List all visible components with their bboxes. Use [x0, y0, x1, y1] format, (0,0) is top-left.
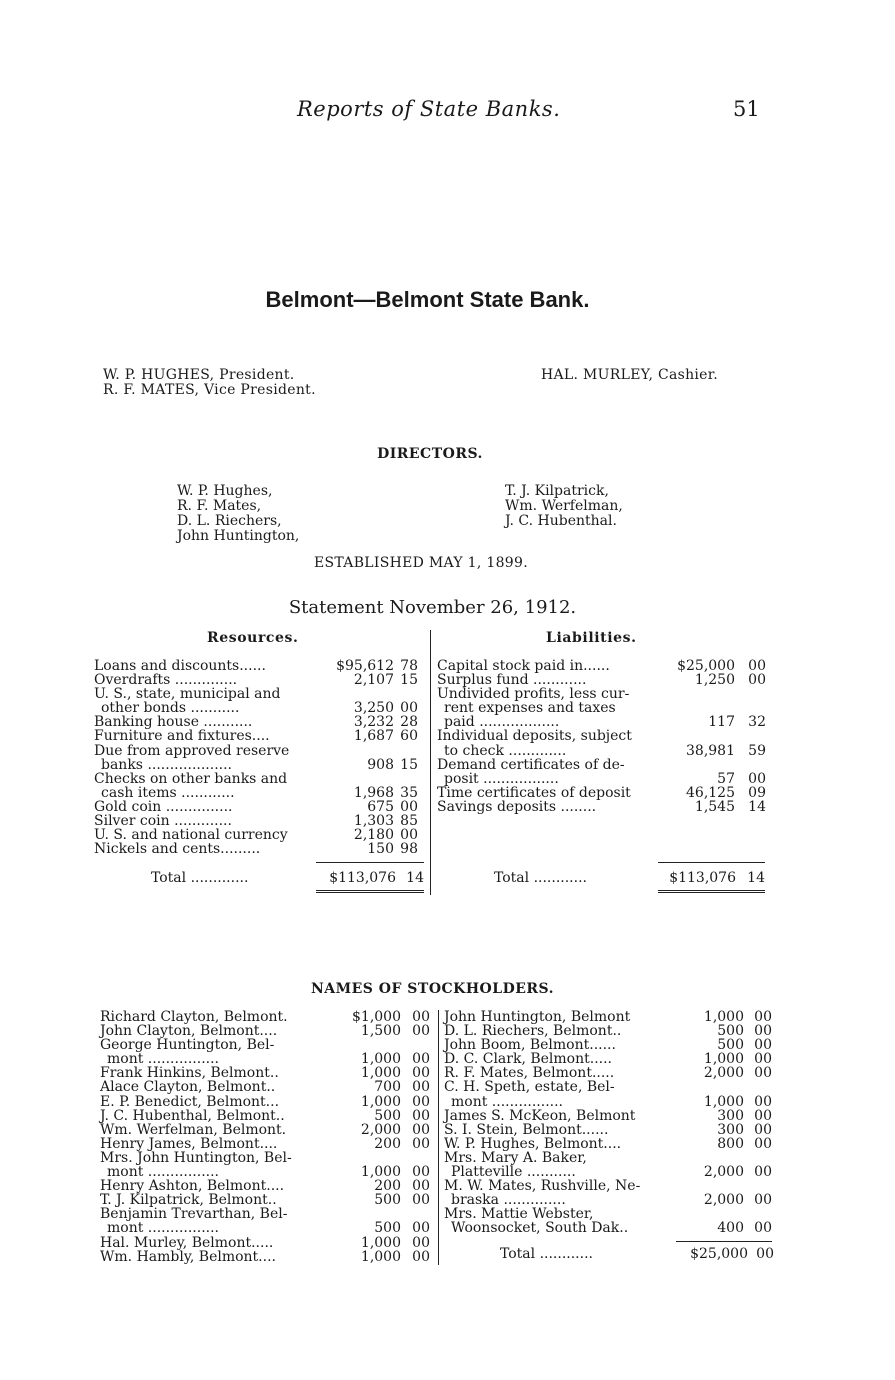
liabilities-row-label: Time certificates of deposit — [437, 784, 631, 801]
resources-row-cents: 00 — [400, 700, 418, 717]
stockholder-row-label: D. C. Clark, Belmont..... — [444, 1051, 612, 1068]
liabilities-row-label: Surplus fund ............ — [437, 672, 587, 689]
resources-row-label: Checks on other banks and — [94, 770, 288, 787]
stockholder-row-label: braska .............. — [444, 1192, 566, 1209]
stockholder-row-amount: 2,000 — [703, 1065, 744, 1082]
liabilities-row-cents: 59 — [748, 742, 766, 759]
resources-total-double-rule — [316, 890, 424, 893]
liabilities-row — [437, 729, 767, 743]
resources-row-amount: 3,232 — [353, 714, 394, 731]
stockholder-row — [444, 1179, 774, 1193]
stockholder-row-label: Henry James, Belmont.... — [100, 1135, 278, 1152]
stockholder-row — [100, 1193, 430, 1207]
liabilities-row-amount: 38,981 — [686, 742, 735, 759]
stockholder-row-cents: 00 — [754, 1121, 772, 1138]
stockholders-heading: NAMES OF STOCKHOLDERS. — [310, 981, 555, 997]
resources-heading: Resources. — [207, 630, 299, 646]
stockholder-row — [444, 1109, 774, 1123]
stockholder-row-amount: 300 — [717, 1107, 744, 1124]
liabilities-row-label: rent expenses and taxes — [437, 700, 616, 717]
stockholder-row — [444, 1095, 774, 1109]
stockholder-row-amount: 500 — [374, 1220, 401, 1237]
resources-row — [94, 842, 424, 856]
stockholder-row-amount: 1,000 — [360, 1051, 401, 1068]
bank-title: Belmont—Belmont State Bank. — [265, 287, 590, 312]
resources-row-cents: 98 — [400, 841, 418, 858]
stockholder-row-cents: 00 — [412, 1164, 430, 1181]
stockholder-row-amount: 1,000 — [703, 1051, 744, 1068]
stockholder-row-amount: 1,000 — [703, 1009, 744, 1025]
stockholder-row-cents: 00 — [412, 1220, 430, 1237]
resources-row-label: Gold coin ............... — [94, 798, 233, 815]
liabilities-row-cents: 00 — [748, 672, 766, 689]
stockholder-row — [100, 1207, 430, 1221]
stockholder-row — [444, 1080, 774, 1094]
resources-row-cents: 15 — [400, 756, 418, 773]
resources-row — [94, 786, 424, 800]
stockholder-row-amount: 700 — [374, 1079, 401, 1096]
stockholder-row-amount: 200 — [374, 1178, 401, 1195]
liabilities-row-cents: 00 — [748, 658, 766, 674]
director-name: John Huntington, — [177, 528, 300, 544]
stockholder-row-label: Frank Hinkins, Belmont.. — [100, 1065, 279, 1082]
stockholder-row — [444, 1137, 774, 1151]
resources-row — [94, 687, 424, 701]
stockholder-row — [444, 1165, 774, 1179]
resources-row — [94, 758, 424, 772]
liabilities-heading: Liabilities. — [546, 630, 637, 646]
resources-row — [94, 744, 424, 758]
stockholder-row-label: John Clayton, Belmont.... — [100, 1023, 278, 1040]
liabilities-row-cents: 32 — [748, 714, 766, 731]
stockholder-row-label: Woonsocket, South Dak.. — [444, 1220, 629, 1237]
directors-right-column — [505, 484, 623, 529]
resources-row-cents: 60 — [400, 728, 418, 745]
stockholder-row-cents: 00 — [412, 1135, 430, 1152]
stockholders-total-cents: 00 — [756, 1246, 774, 1262]
resources-table — [94, 659, 424, 856]
liabilities-total-label: Total ............ — [494, 870, 587, 886]
stockholder-row-cents: 00 — [754, 1023, 772, 1040]
stockholders-total-rule — [676, 1241, 772, 1242]
liabilities-total-amount: $113,076 — [669, 870, 736, 886]
stockholder-row — [100, 1151, 430, 1165]
stockholder-row — [100, 1236, 430, 1250]
stockholder-row-amount: 400 — [717, 1220, 744, 1237]
stockholder-row-label: mont ................ — [100, 1220, 219, 1237]
resources-row-label: Banking house ........... — [94, 714, 253, 731]
stockholder-row-cents: 00 — [754, 1093, 772, 1110]
stockholder-row-label: E. P. Benedict, Belmont... — [100, 1093, 280, 1110]
resources-row-label: banks ................... — [94, 756, 232, 773]
stockholder-row — [444, 1123, 774, 1137]
director-name: T. J. Kilpatrick, — [505, 483, 609, 499]
stockholder-row-label: Henry Ashton, Belmont.... — [100, 1178, 285, 1195]
stockholder-row — [100, 1095, 430, 1109]
stockholder-row — [100, 1137, 430, 1151]
liabilities-total-cents: 14 — [747, 870, 765, 886]
stockholder-row-amount: 500 — [374, 1192, 401, 1209]
stockholder-row-label: mont ................ — [444, 1093, 563, 1110]
stockholder-row-amount: 1,000 — [360, 1164, 401, 1181]
liabilities-total-rule — [658, 862, 765, 863]
resources-total-cents: 14 — [406, 870, 424, 886]
liabilities-row — [437, 772, 767, 786]
resources-row-label: Furniture and fixtures.... — [94, 728, 270, 745]
stockholder-row-cents: 00 — [754, 1065, 772, 1082]
resources-row-label: other bonds ........... — [94, 700, 240, 717]
stockholder-row-label: Wm. Werfelman, Belmont. — [100, 1121, 287, 1138]
resources-row-amount: 150 — [367, 841, 394, 858]
liabilities-row — [437, 673, 767, 687]
director-name: W. P. Hughes, — [177, 483, 273, 499]
resources-row-label: U. S., state, municipal and — [94, 686, 281, 703]
resources-row-cents: 78 — [400, 658, 418, 674]
resources-row — [94, 814, 424, 828]
stockholder-row — [100, 1052, 430, 1066]
stockholder-row-label: S. I. Stein, Belmont...... — [444, 1121, 609, 1138]
resources-row-label: Silver coin ............. — [94, 813, 232, 830]
stockholder-row-cents: 00 — [412, 1121, 430, 1138]
liabilities-row-label: paid .................. — [437, 714, 560, 731]
stockholder-row-label: M. W. Mates, Rushville, Ne- — [444, 1178, 641, 1195]
stockholder-row — [444, 1151, 774, 1165]
stockholder-row-label: James S. McKeon, Belmont — [444, 1107, 636, 1124]
resources-row-cents: 15 — [400, 672, 418, 689]
liabilities-total-double-rule — [658, 890, 765, 893]
stockholder-row-cents: 00 — [754, 1037, 772, 1054]
director-name: R. F. Mates, — [177, 498, 262, 514]
stockholders-total-amount: $25,000 — [690, 1246, 748, 1262]
stockholder-row-cents: 00 — [754, 1135, 772, 1152]
resources-row-cents: 35 — [400, 784, 418, 801]
liabilities-row — [437, 758, 767, 772]
stockholder-row — [444, 1052, 774, 1066]
stockholder-row — [444, 1010, 774, 1024]
liabilities-row — [437, 800, 767, 814]
stockholder-row-amount: 1,000 — [360, 1093, 401, 1110]
resources-row-amount: 1,303 — [353, 813, 394, 830]
stockholder-row-label: T. J. Kilpatrick, Belmont.. — [100, 1192, 277, 1209]
resources-row-label: Due from approved reserve — [94, 742, 290, 759]
stockholder-row-label: Mrs. Mary A. Baker, — [444, 1149, 587, 1166]
stockholders-column-divider — [438, 1010, 439, 1265]
resources-row-label: U. S. and national currency — [94, 827, 288, 844]
liabilities-row-label: Demand certificates of de- — [437, 756, 625, 773]
directors-heading: DIRECTORS. — [377, 446, 483, 462]
liabilities-row-cents: 00 — [748, 770, 766, 787]
resources-total-label: Total ............. — [151, 870, 249, 886]
resources-row-amount: $95,612 — [336, 658, 394, 674]
stockholder-row-cents: 00 — [412, 1107, 430, 1124]
stockholder-row — [100, 1066, 430, 1080]
stockholder-row-amount: 200 — [374, 1135, 401, 1152]
stockholders-right-table — [444, 1010, 774, 1236]
stockholder-row-amount: 2,000 — [703, 1192, 744, 1209]
resources-row — [94, 800, 424, 814]
stockholder-row — [100, 1221, 430, 1235]
stockholder-row — [444, 1038, 774, 1052]
resources-row-amount: 1,968 — [353, 784, 394, 801]
liabilities-row-label: Individual deposits, subject — [437, 728, 632, 745]
stockholder-row — [100, 1024, 430, 1038]
stockholder-row-cents: 00 — [412, 1192, 430, 1209]
stockholder-row-cents: 00 — [412, 1051, 430, 1068]
liabilities-row — [437, 744, 767, 758]
liabilities-row-cents: 14 — [748, 798, 766, 815]
stockholder-row-cents: 00 — [412, 1023, 430, 1040]
stockholders-total-label: Total ............ — [500, 1246, 593, 1262]
stockholder-row-amount: 500 — [717, 1037, 744, 1054]
stockholder-row-cents: 00 — [412, 1009, 430, 1025]
stockholder-row — [100, 1179, 430, 1193]
running-header-title: Reports of State Banks. — [297, 97, 561, 121]
resources-row-cents: 00 — [400, 827, 418, 844]
resources-row — [94, 701, 424, 715]
stockholder-row — [444, 1221, 774, 1235]
resources-row — [94, 828, 424, 842]
stockholder-row-amount: 1,000 — [360, 1248, 401, 1265]
stockholder-row-amount: 500 — [374, 1107, 401, 1124]
stockholder-row-cents: 00 — [412, 1065, 430, 1082]
stockholder-row-amount: 1,000 — [703, 1093, 744, 1110]
resources-row — [94, 659, 424, 673]
director-name: J. C. Hubenthal. — [505, 513, 617, 529]
resources-row — [94, 673, 424, 687]
liabilities-row-label: Undivided profits, less cur- — [437, 686, 630, 703]
liabilities-table — [437, 659, 767, 814]
stockholder-row-label: C. H. Speth, estate, Bel- — [444, 1079, 615, 1096]
established-date: ESTABLISHED MAY 1, 1899. — [314, 555, 528, 571]
liabilities-row — [437, 687, 767, 701]
stockholder-row-label: R. F. Mates, Belmont..... — [444, 1065, 615, 1082]
stockholder-row-cents: 00 — [754, 1009, 772, 1025]
stockholder-row-label: mont ................ — [100, 1051, 219, 1068]
stockholder-row-cents: 00 — [412, 1248, 430, 1265]
stockholder-row-amount: 300 — [717, 1121, 744, 1138]
liabilities-row — [437, 786, 767, 800]
stockholder-row-cents: 00 — [754, 1051, 772, 1068]
stockholder-row-amount: 1,500 — [360, 1023, 401, 1040]
stockholder-row-cents: 00 — [412, 1093, 430, 1110]
stockholder-row — [444, 1207, 774, 1221]
resources-row — [94, 715, 424, 729]
stockholder-row-cents: 00 — [754, 1164, 772, 1181]
liabilities-row-amount: 46,125 — [686, 784, 735, 801]
resources-row-label: Overdrafts .............. — [94, 672, 238, 689]
liabilities-row-amount: $25,000 — [677, 658, 735, 674]
stockholder-row — [100, 1010, 430, 1024]
stockholder-row — [100, 1250, 430, 1264]
liabilities-row-amount: 57 — [717, 770, 735, 787]
resources-row-amount: 908 — [367, 756, 394, 773]
resources-row-amount: 3,250 — [353, 700, 394, 717]
liabilities-row-label: to check ............. — [437, 742, 567, 759]
stockholder-row-label: John Boom, Belmont...... — [444, 1037, 616, 1054]
stockholder-row-amount: 800 — [717, 1135, 744, 1152]
stockholder-row-amount: 2,000 — [360, 1121, 401, 1138]
stockholder-row-label: Hal. Murley, Belmont..... — [100, 1234, 274, 1251]
stockholders-left-table — [100, 1010, 430, 1264]
stockholder-row-label: George Huntington, Bel- — [100, 1037, 275, 1054]
resources-total-amount: $113,076 — [329, 870, 396, 886]
stockholder-row — [100, 1080, 430, 1094]
stockholder-row-label: D. L. Riechers, Belmont.. — [444, 1023, 622, 1040]
column-divider — [430, 630, 431, 895]
liabilities-row-amount: 1,545 — [694, 798, 735, 815]
directors-left-column — [177, 484, 299, 544]
resources-row-cents: 85 — [400, 813, 418, 830]
stockholder-row-label: Mrs. John Huntington, Bel- — [100, 1149, 292, 1166]
stockholder-row-label: Benjamin Trevarthan, Bel- — [100, 1206, 288, 1223]
officer-vice-president: R. F. MATES, Vice President. — [103, 382, 316, 398]
stockholder-row-amount: 1,000 — [360, 1234, 401, 1251]
stockholder-row-amount: $1,000 — [352, 1009, 401, 1025]
resources-row — [94, 729, 424, 743]
resources-row-cents: 28 — [400, 714, 418, 731]
stockholder-row — [444, 1193, 774, 1207]
liabilities-row-cents: 09 — [748, 784, 766, 801]
stockholder-row — [444, 1066, 774, 1080]
stockholder-row — [100, 1038, 430, 1052]
stockholder-row-amount: 1,000 — [360, 1065, 401, 1082]
resources-row-amount: 2,180 — [353, 827, 394, 844]
liabilities-row-amount: 117 — [708, 714, 735, 731]
stockholder-row-label: Mrs. Mattie Webster, — [444, 1206, 594, 1223]
resources-row-label: Nickels and cents......... — [94, 841, 261, 858]
liabilities-row-label: Capital stock paid in...... — [437, 658, 610, 674]
stockholder-row-label: J. C. Hubenthal, Belmont.. — [100, 1107, 285, 1124]
director-name: D. L. Riechers, — [177, 513, 282, 529]
director-name: Wm. Werfelman, — [505, 498, 623, 514]
stockholder-row-cents: 00 — [412, 1178, 430, 1195]
stockholder-row-amount: 2,000 — [703, 1164, 744, 1181]
stockholder-row-cents: 00 — [412, 1079, 430, 1096]
stockholder-row — [444, 1024, 774, 1038]
statement-title: Statement November 26, 1912. — [288, 597, 577, 618]
stockholder-row-label: mont ................ — [100, 1164, 219, 1181]
resources-row-amount: 2,107 — [353, 672, 394, 689]
stockholder-row-cents: 00 — [754, 1107, 772, 1124]
stockholder-row — [100, 1109, 430, 1123]
liabilities-row-label: posit ................. — [437, 770, 559, 787]
officer-cashier: HAL. MURLEY, Cashier. — [541, 367, 718, 383]
stockholder-row — [100, 1123, 430, 1137]
resources-row-cents: 00 — [400, 798, 418, 815]
resources-row — [94, 772, 424, 786]
stockholder-row-label: Platteville ........... — [444, 1164, 576, 1181]
officer-president: W. P. HUGHES, President. — [103, 367, 295, 383]
liabilities-row-label: Savings deposits ........ — [437, 798, 597, 815]
liabilities-row-amount: 1,250 — [694, 672, 735, 689]
stockholder-row-amount: 500 — [717, 1023, 744, 1040]
resources-row-amount: 1,687 — [353, 728, 394, 745]
page-number: 51 — [733, 97, 760, 121]
stockholder-row-label: W. P. Hughes, Belmont.... — [444, 1135, 622, 1152]
stockholder-row-label: Richard Clayton, Belmont. — [100, 1009, 288, 1025]
stockholder-row-label: Wm. Hambly, Belmont.... — [100, 1248, 276, 1265]
stockholder-row-cents: 00 — [412, 1234, 430, 1251]
resources-row-label: Loans and discounts...... — [94, 658, 266, 674]
stockholder-row — [100, 1165, 430, 1179]
liabilities-row — [437, 701, 767, 715]
stockholder-row-cents: 00 — [754, 1220, 772, 1237]
resources-row-amount: 675 — [367, 798, 394, 815]
stockholder-row-cents: 00 — [754, 1192, 772, 1209]
resources-row-label: cash items ............ — [94, 784, 235, 801]
liabilities-row — [437, 659, 767, 673]
stockholder-row-label: Alace Clayton, Belmont.. — [100, 1079, 276, 1096]
stockholder-row-label: John Huntington, Belmont — [444, 1009, 631, 1025]
liabilities-row — [437, 715, 767, 729]
resources-total-rule — [316, 862, 424, 863]
